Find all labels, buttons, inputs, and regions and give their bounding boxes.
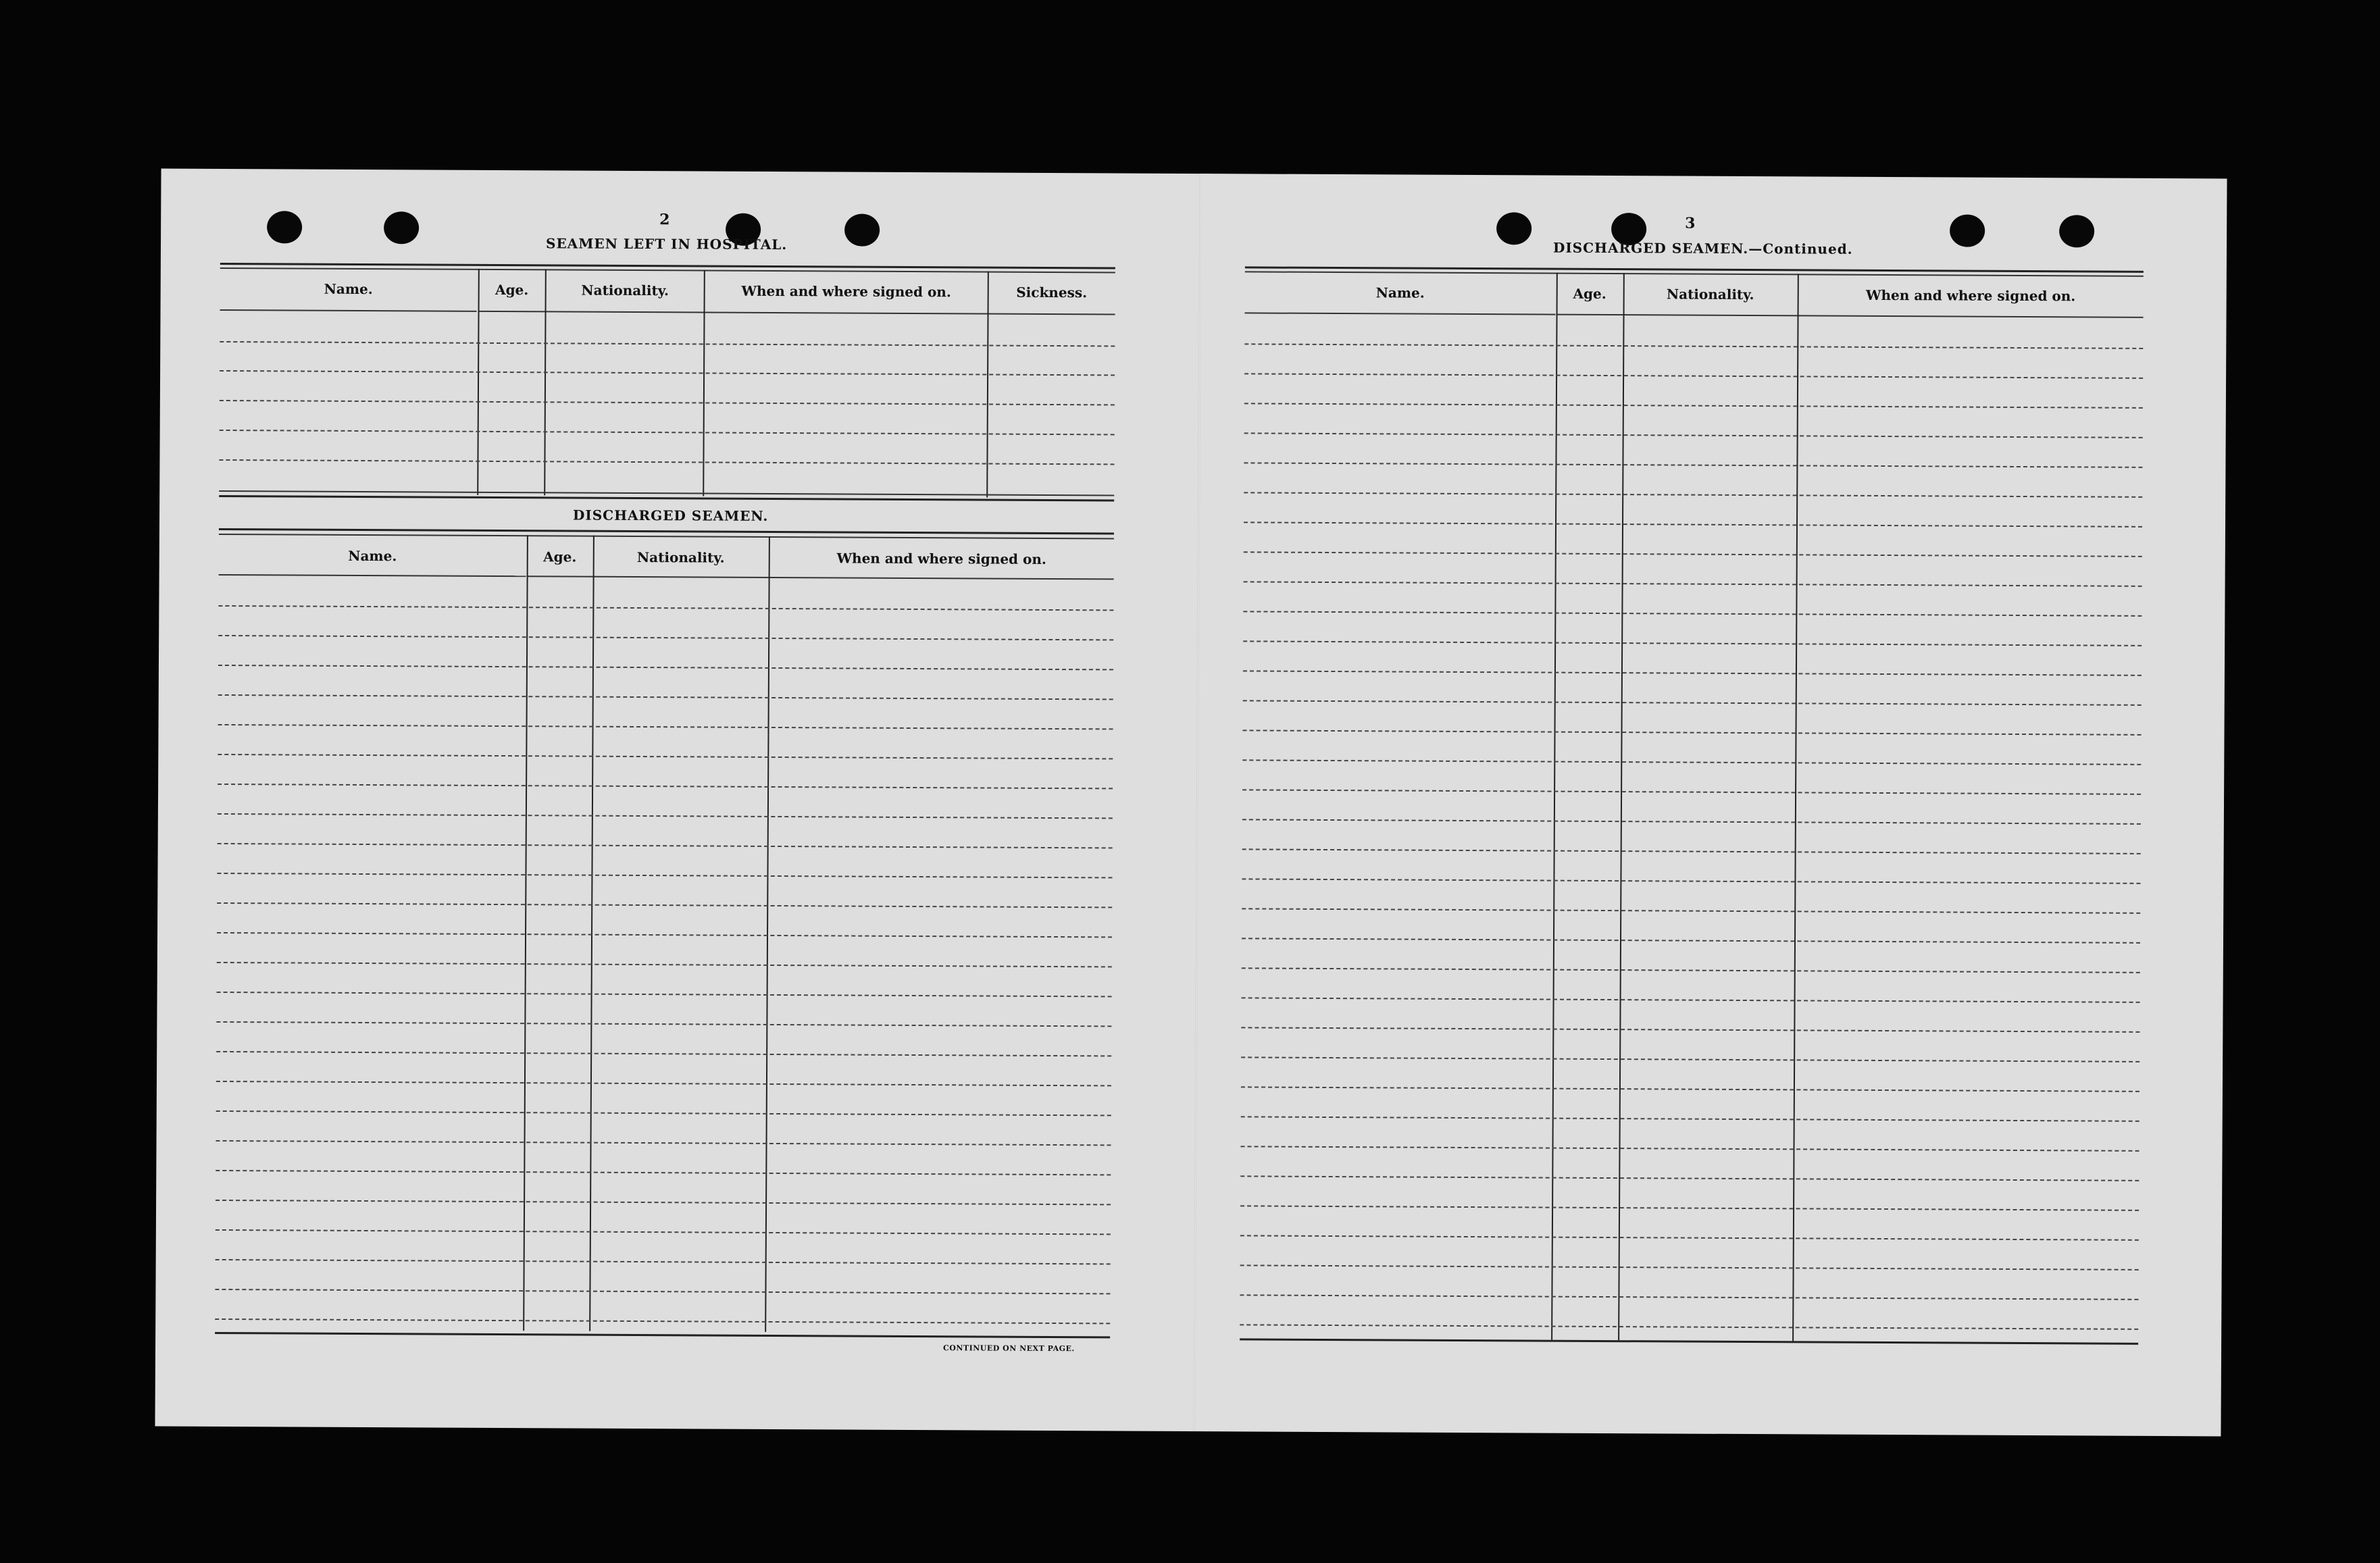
- column-header-age: Age.: [1573, 285, 1606, 302]
- ruled-line: [218, 694, 1113, 700]
- ruled-line: [1243, 729, 2142, 735]
- ruled-line: [1243, 640, 2142, 646]
- ruled-line: [220, 341, 1115, 347]
- ruled-line: [216, 1081, 1111, 1086]
- ruled-line: [1244, 403, 2143, 408]
- ruled-line: [1242, 819, 2141, 824]
- ruled-line: [217, 932, 1112, 938]
- ruled-line: [1241, 1056, 2140, 1062]
- ruled-line: [1244, 462, 2142, 467]
- ruled-line: [1240, 1235, 2139, 1240]
- column-header-name: Name.: [348, 547, 397, 565]
- ruled-line: [220, 400, 1115, 405]
- ruled-line: [218, 724, 1113, 729]
- page-number: 2: [659, 211, 670, 229]
- ruled-line: [1243, 670, 2142, 675]
- punch-hole: [844, 213, 880, 246]
- ruled-line: [1241, 1146, 2140, 1151]
- ruled-line: [1242, 938, 2140, 943]
- punch-hole: [1950, 214, 1985, 247]
- ruled-line: [218, 813, 1113, 819]
- ruled-line: [1244, 373, 2143, 378]
- ruled-line: [216, 1170, 1111, 1175]
- ruled-line: [219, 459, 1114, 465]
- ruled-line: [1242, 967, 2140, 973]
- ruled-line: [216, 1259, 1111, 1264]
- rule: [215, 1332, 1110, 1338]
- ruled-line: [1244, 521, 2142, 527]
- column-header-signed-on: When and where signed on.: [741, 282, 951, 301]
- ruled-line: [1242, 878, 2140, 883]
- column-header-name: Name.: [1375, 284, 1425, 301]
- ruled-line: [1240, 1175, 2139, 1181]
- column-header-nationality: Nationality.: [1666, 286, 1754, 303]
- ruled-line: [1240, 1324, 2138, 1329]
- ruled-line: [216, 1051, 1111, 1056]
- column-header-signed-on: When and where signed on.: [836, 550, 1046, 567]
- ruled-line: [218, 635, 1113, 640]
- ruled-line: [1241, 1116, 2140, 1121]
- ruled-line: [216, 1200, 1111, 1205]
- rule: [219, 534, 1114, 539]
- ruled-line: [1243, 611, 2142, 616]
- ruled-line: [218, 784, 1113, 789]
- ruled-line: [1244, 551, 2142, 557]
- ruled-line: [1242, 789, 2141, 794]
- continued-ruled-rows: [1240, 313, 2143, 1341]
- footer-note: CONTINUED ON NEXT PAGE.: [943, 1343, 1075, 1354]
- punch-hole: [267, 211, 302, 243]
- ruled-line: [1242, 997, 2140, 1002]
- ruled-line: [1244, 343, 2143, 349]
- hospital-section-title: SEAMEN LEFT IN HOSPITAL.: [545, 235, 788, 253]
- column-header-sickness: Sickness.: [1016, 284, 1088, 301]
- column-header-age: Age.: [495, 281, 529, 299]
- discharged-ruled-rows: [215, 575, 1113, 1329]
- column-header-signed-on: When and where signed on.: [1865, 286, 2076, 305]
- ruled-line: [218, 665, 1113, 670]
- ruled-line: [1241, 1086, 2140, 1092]
- ruled-line: [217, 962, 1112, 967]
- punch-hole: [384, 211, 419, 244]
- ruled-line: [216, 1110, 1111, 1116]
- ruled-line: [1241, 1027, 2140, 1032]
- ruled-line: [220, 430, 1115, 435]
- ruled-line: [1240, 1205, 2139, 1210]
- page-number: 3: [1685, 214, 1696, 232]
- ruled-line: [1240, 1294, 2138, 1300]
- ruled-line: [218, 754, 1113, 759]
- ruled-line: [220, 370, 1115, 376]
- ruled-line: [1242, 848, 2141, 854]
- discharged-continued-title: DISCHARGED SEAMEN.—Continued.: [1552, 239, 1853, 257]
- column-header-age: Age.: [543, 548, 577, 565]
- ruled-line: [215, 1318, 1110, 1324]
- column-header-name: Name.: [324, 280, 373, 298]
- ruled-line: [1244, 581, 2142, 586]
- ruled-line: [1244, 492, 2142, 497]
- ruled-line: [1244, 432, 2143, 438]
- punch-hole: [2059, 215, 2094, 247]
- ruled-line: [1242, 759, 2141, 765]
- ruled-line: [215, 1289, 1110, 1294]
- ledger-sheet: [155, 169, 2227, 1437]
- ruled-line: [216, 1229, 1111, 1235]
- discharged-section-title: DISCHARGED SEAMEN.: [573, 507, 769, 524]
- page-fold: [1193, 174, 1201, 1431]
- hospital-ruled-rows: [219, 311, 1115, 497]
- ruled-line: [1243, 700, 2142, 705]
- ruled-line: [218, 605, 1113, 611]
- ruled-line: [218, 843, 1113, 848]
- ruled-line: [216, 1140, 1111, 1146]
- ruled-line: [217, 902, 1112, 908]
- ruled-line: [1240, 1264, 2139, 1270]
- column-header-nationality: Nationality.: [581, 282, 669, 299]
- ruled-line: [1242, 908, 2140, 913]
- ruled-line: [217, 873, 1112, 878]
- ruled-line: [217, 992, 1112, 997]
- column-header-nationality: Nationality.: [636, 548, 725, 566]
- punch-hole: [1496, 212, 1531, 245]
- ruled-line: [216, 1021, 1111, 1027]
